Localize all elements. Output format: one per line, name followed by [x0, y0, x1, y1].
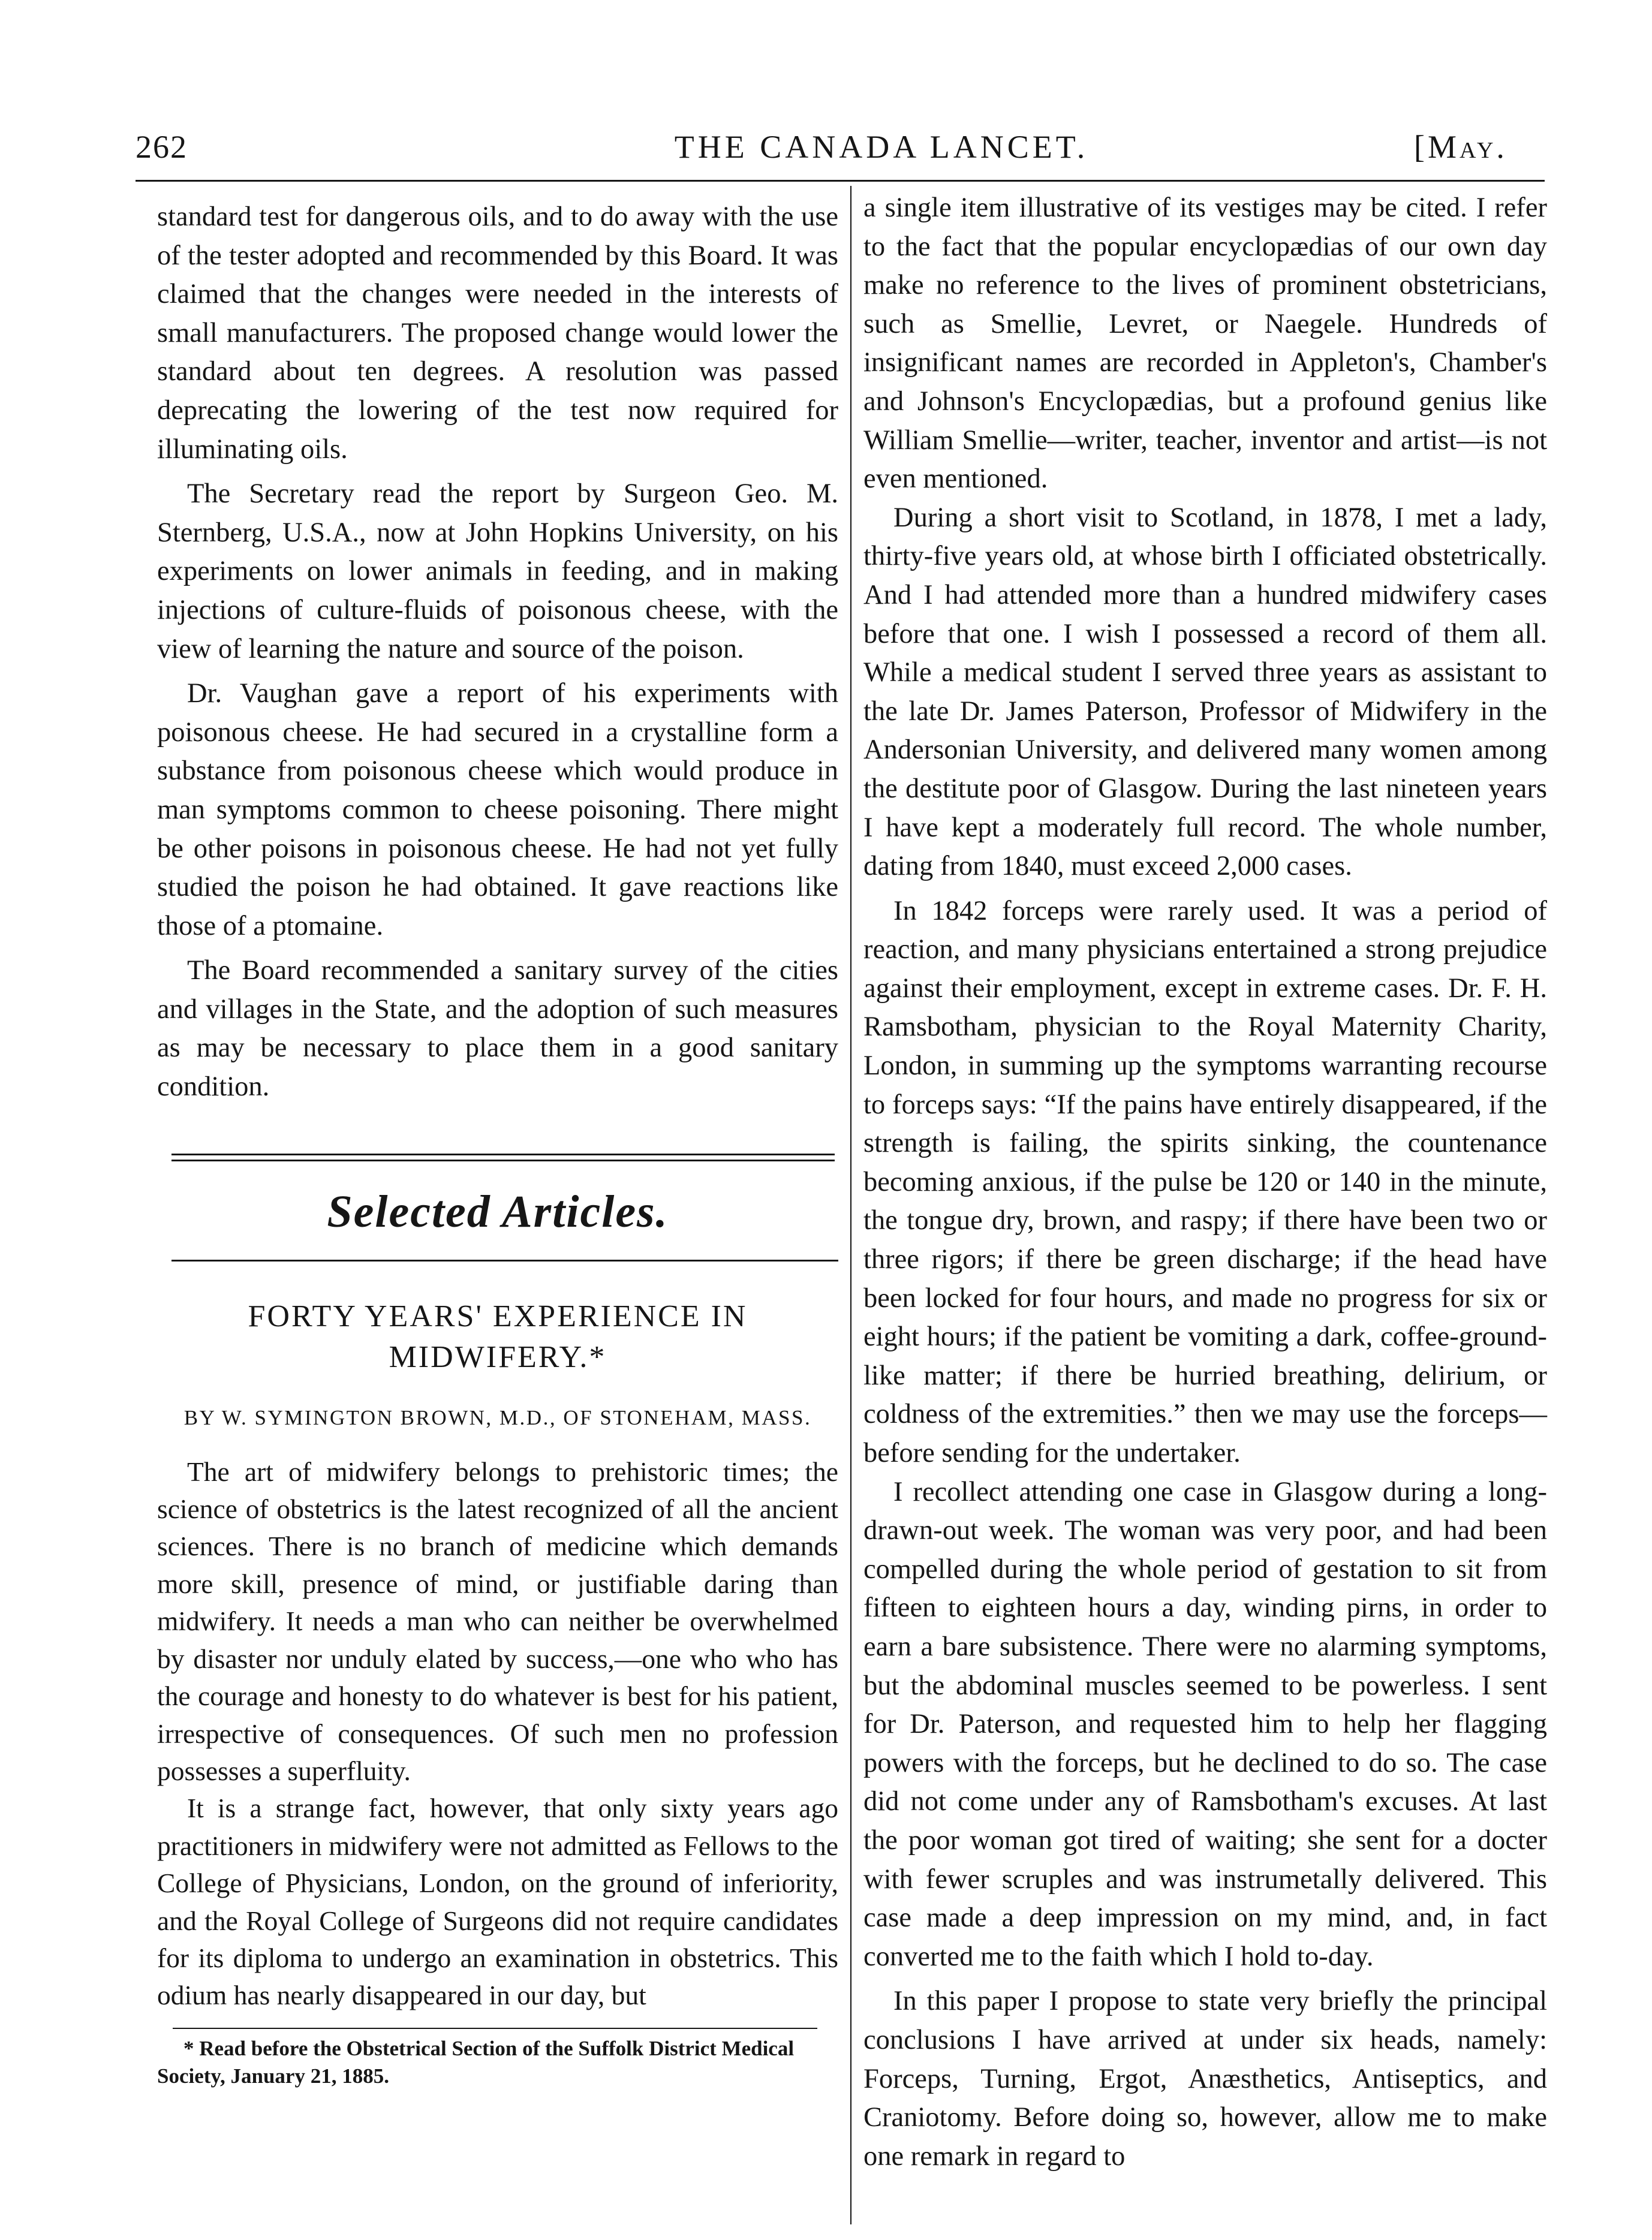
paragraph: I recollect attending one case in Glasgow during a long-drawn-out week. The woman was very poor, and had been compelled during the whole period of gestation to sit from fifteen to eighteen hours a day, winding pirns, in order to earn a bare subsistence. There were no alarming symptoms, but the abdominal muscles seemed to be powerless. I sent for Dr. Paterson, and requested him to help her flagging powers with the forceps, but he declined to do so. The case did not come under any of Ramsbotham's excuses. At last the poor woman got tired of waiting; she sent for a docter with fewer scruples and was instrumetally delivered. This case made a deep impression on my mind, and, in fact converted me to the faith which I hold to-day. [863, 1476, 1547, 1972]
paragraph: During a short visit to Scotland, in 1878, I met a lady, thirty-five years old, at whose birth I officiated obstetrically. And I had attended more than a hundred midwifery cases before that one. I wish I possessed a record of them all. While a medical student I served three years as assistant to the late Dr. James Paterson, Professor of Midwifery in the Andersonian University, and delivered many women among the destitute poor of Glasgow. During the last nineteen years I have kept a moderately full record. The whole number, dating from 1840, must exceed 2,000 cases. [863, 502, 1547, 882]
page-number: 262 [136, 129, 188, 165]
paragraph: Dr. Vaughan gave a report of his experiments with poisonous cheese. He had secured in a crystalline form a substance from poisonous cheese which would produce in man symptoms common to cheese poisoning. There might be other poisons in poisonous cheese. He had not yet fully studied the poison he had obtained. It gave reactions like those of a ptomaine. [157, 678, 838, 941]
paragraph: In 1842 forceps were rarely used. It was a period of reaction, and many physicians entertained a strong prejudice against their employment, except in extreme cases. Dr. F. H. Ramsbotham, physician to the Royal Maternity Charity, London, in summing up the symptoms warranting recourse to forceps says: “If the pains have entirely disappeared, if the strength is failing, the spirits sinking, the countenance becoming anxious, if the pulse be 120 or 140 in the minute, the tongue dry, brown, and raspy; if there have been two or three rigors; if there be green discharge; if the head have been locked for four hours, and made no progress for six or eight hours; if the patient be vomiting a dark, coffee-ground-like matter; if there be hurried breathing, delirium, or coldness of the extremities.” then we may use the forceps—before sending for the undertaker. [863, 895, 1547, 1468]
section-rule [171, 1260, 838, 1261]
column-divider [850, 186, 851, 2224]
left-column [157, 198, 838, 2090]
paragraph: In this paper I propose to state very briefly the principal conclusions I have arrived at under six heads, namely: Forceps, Turning, Ergot, Anæsthetics, Antiseptics, and Craniotomy. Before doing so, however, allow me to make one remark in regard to [863, 1986, 1547, 2172]
footnote: * Read before the Obstetrical Section of the Suffolk District Medical Society, January 21, 1885. [157, 2036, 795, 2088]
paragraph: a single item illustrative of its vestiges may be cited. I refer to the fact that the popular encyclopædias of our own day make no reference to the lives of prominent obstetricians, such as Smellie, Levret, or Naegele. Hundreds of insignificant names are recorded in Appleton's, Chamber's and Johnson's Encyclopædias, but a profound genius like William Smellie—writer, teacher, inventor and artist—is not even mentioned. [863, 192, 1547, 495]
paragraph: standard test for dangerous oils, and to do away with the use of the tester adopted and recommended by this Board. It was claimed that the changes were needed in the interests of small manufacturers. The proposed change would lower the standard about ten degrees. A resolution was passed deprecating the lowering of the test now required for illuminating oils. [157, 201, 838, 465]
article-body [157, 1453, 838, 2015]
right-column [863, 189, 1547, 2176]
paragraph: The Board recommended a sanitary survey of the cities and villages in the State, and the adoption of such measures as may be necessary to place them in a good sanitary condition. [157, 955, 838, 1103]
issue-month: [May. [1414, 129, 1507, 165]
section-heading: Selected Articles. [327, 1186, 669, 1237]
paragraph: It is a strange fact, however, that only sixty years ago practitioners in midwifery were not admitted as Fellows to the College of Physicians, London, on the ground of inferiority, and the Royal College of Surgeons did not require candidates for its diploma to undergo an examination in obstetrics. This odium has nearly disappeared in our day, but [157, 1793, 838, 2011]
article-byline: BY W. SYMINGTON BROWN, M.D., OF STONEHAM, MASS. [183, 1405, 812, 1429]
article-title: FORTY YEARS' EXPERIENCE IN MIDWIFERY.* [248, 1299, 748, 1374]
journal-title: THE CANADA LANCET. [674, 129, 1089, 165]
header-rule [136, 180, 1545, 182]
section-double-rule [171, 1154, 835, 1161]
footnote-rule [173, 2028, 817, 2029]
paragraph: The Secretary read the report by Surgeon Geo. M. Sternberg, U.S.A., now at John Hopkins University, on his experiments on lower animals in feeding, and in making injections of culture-fluids of poisonous cheese, with the view of learning the nature and source of the poison. [157, 478, 838, 664]
paragraph: The art of midwifery belongs to prehistoric times; the science of obstetrics is the latest recognized of all the ancient sciences. There is no branch of medicine which demands more skill, presence of mind, or justifiable daring than midwifery. It needs a man who can neither be overwhelmed by disaster nor unduly elated by success,—one who who has the courage and honesty to do whatever is best for his patient, irrespective of consequences. Of such men no profession possesses a superfluity. [157, 1456, 838, 1786]
